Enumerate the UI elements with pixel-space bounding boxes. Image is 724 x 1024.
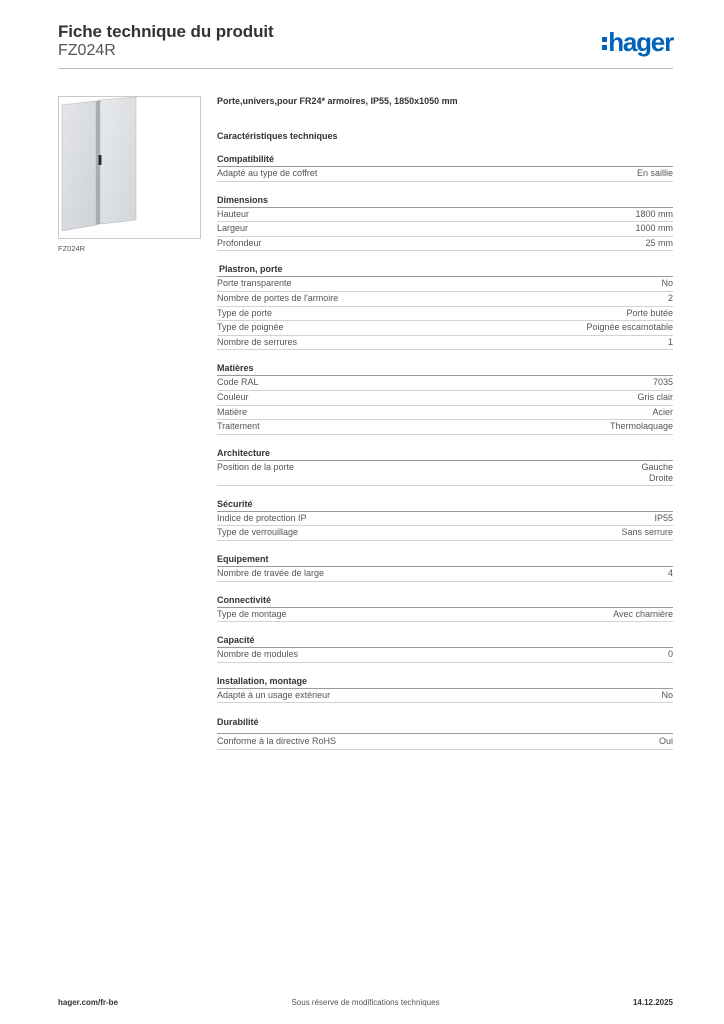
spec-label: Position de la porte [217, 461, 295, 472]
spec-value [641, 461, 673, 485]
spec-row [217, 648, 673, 663]
spec-label: Type de verrouillage [217, 527, 299, 538]
spec-value-line: Gauche [641, 461, 673, 472]
spec-value: 25 mm [645, 237, 673, 248]
spec-value: 4 [667, 567, 673, 578]
spec-row [217, 526, 673, 541]
spec-label: Nombre de travée de large [217, 567, 325, 578]
spec-label: Adapté à un usage extérieur [217, 689, 331, 700]
spec-label: Nombre de portes de l'armoire [217, 292, 339, 303]
spec-value: Gris clair [637, 391, 673, 402]
section-title: Sécurité [217, 498, 673, 512]
section-title: Matières [217, 362, 673, 376]
logo-dots-icon [602, 37, 607, 50]
spec-row [217, 689, 673, 704]
spec-value: 1 [667, 336, 673, 347]
spec-value: Oui [658, 736, 673, 747]
section-title: Equipement [217, 553, 673, 567]
spec-value: Avec charnière [613, 608, 673, 619]
double-door-cabinet-illustration [58, 96, 201, 239]
section-durabilite [217, 715, 673, 750]
footer-date: 14.12.2025 [632, 998, 673, 1007]
section-title: Installation, montage [217, 675, 673, 689]
hager-logo [602, 27, 673, 57]
spec-row [217, 512, 673, 527]
spec-label: Matière [217, 406, 248, 417]
spec-row [217, 567, 673, 582]
spec-row [217, 292, 673, 307]
spec-label: Type de poignée [217, 322, 284, 333]
logo-text: hager [608, 27, 673, 57]
section-title: Capacité [217, 634, 673, 648]
spec-label: Couleur [217, 391, 249, 402]
spec-label: Type de porte [217, 307, 273, 318]
product-description: Porte,univers,pour FR24* armoires, IP55, 1850x1050 mm [217, 96, 458, 106]
footer-disclaimer: Sous réserve de modifications techniques [291, 998, 440, 1007]
spec-label: Largeur [217, 223, 249, 234]
section-installation-montage [217, 675, 673, 704]
spec-label: Conforme à la directive RoHS [217, 736, 337, 747]
spec-label: Indice de protection IP [217, 512, 307, 523]
spec-label: Profondeur [217, 237, 262, 248]
spec-label: Traitement [217, 421, 260, 432]
section-title: Architecture [217, 447, 673, 461]
spec-value: Porte butée [626, 307, 673, 318]
section-capacite [217, 634, 673, 663]
spec-row [217, 608, 673, 623]
image-caption: FZ024R [58, 244, 86, 253]
spec-row [217, 167, 673, 182]
section-title: Compatibilité [217, 153, 673, 167]
section-securite [217, 498, 673, 541]
spec-label: Code RAL [217, 377, 259, 388]
spec-row [217, 406, 673, 421]
spec-row [217, 420, 673, 435]
spec-label: Type de montage [217, 608, 287, 619]
spec-label: Nombre de serrures [217, 336, 298, 347]
spec-value: En saillie [636, 168, 673, 178]
section-compatibilite [217, 153, 673, 182]
spec-row [217, 336, 673, 351]
section-title: Plastron, porte [217, 263, 673, 277]
spec-row [217, 461, 673, 486]
spec-value: Acier [652, 406, 673, 417]
spec-row [217, 734, 673, 750]
section-matieres [217, 362, 673, 434]
spec-row [217, 277, 673, 292]
spec-row [217, 237, 673, 252]
section-title: Dimensions [217, 194, 673, 208]
page-header [58, 22, 673, 70]
spec-label: Porte transparente [217, 278, 292, 289]
spec-value: IP55 [654, 512, 673, 523]
spec-value: 1000 mm [635, 223, 673, 234]
spec-value: Thermolaquage [609, 421, 673, 432]
spec-value: No [661, 278, 673, 289]
spec-label: Hauteur [217, 208, 250, 219]
spec-value: 2 [667, 292, 673, 303]
spec-value: No [661, 689, 673, 700]
spec-row [217, 222, 673, 237]
spec-label: Nombre de modules [217, 649, 299, 660]
product-reference: FZ024R [58, 42, 116, 59]
spec-content [217, 96, 673, 750]
spec-row [217, 376, 673, 391]
section-dimensions [217, 194, 673, 252]
spec-row [217, 391, 673, 406]
section-connectivite [217, 594, 673, 623]
spec-value: 7035 [652, 377, 673, 388]
spec-value: 1800 mm [635, 208, 673, 219]
spec-value: Poignée escamotable [586, 322, 673, 333]
section-equipement [217, 553, 673, 582]
section-plastron-porte [217, 263, 673, 350]
spec-value: Sans serrure [621, 527, 673, 538]
spec-row [217, 321, 673, 336]
section-title: Durabilité [217, 715, 673, 734]
section-title: Connectivité [217, 594, 673, 608]
spec-value: 0 [667, 649, 673, 660]
spec-row [217, 307, 673, 322]
spec-row [217, 208, 673, 223]
document-title: Fiche technique du produit [58, 22, 274, 41]
footer-website: hager.com/fr-be [58, 998, 119, 1007]
header-divider [58, 68, 673, 69]
spec-label: Adapté au type de coffret [217, 168, 318, 178]
spec-value-line: Droite [648, 472, 673, 483]
spec-heading: Caractéristiques techniques [217, 131, 338, 141]
section-architecture [217, 447, 673, 486]
